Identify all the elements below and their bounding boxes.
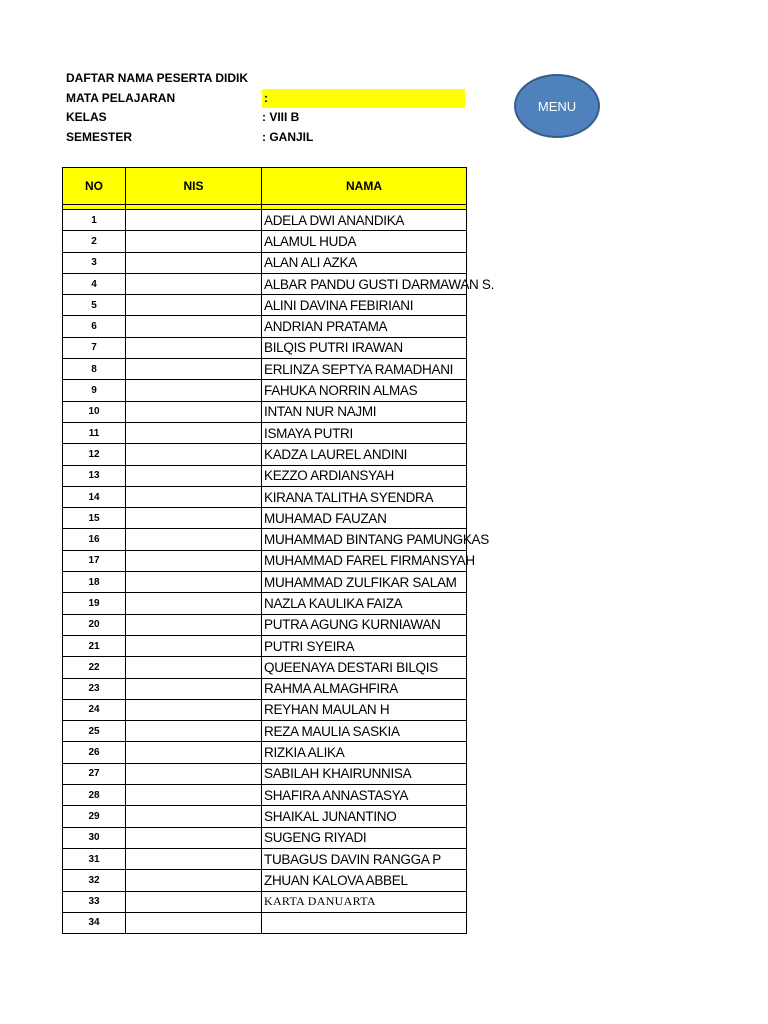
row-nis-cell[interactable] — [126, 210, 262, 231]
row-nis-cell[interactable] — [126, 785, 262, 806]
row-nis-cell[interactable] — [126, 593, 262, 614]
row-no-cell[interactable]: 23 — [63, 678, 126, 699]
row-no-cell[interactable]: 26 — [63, 742, 126, 763]
row-no-cell[interactable]: 15 — [63, 508, 126, 529]
table-row — [63, 444, 467, 465]
table-row — [63, 891, 467, 912]
table-row — [63, 359, 467, 380]
row-nis-cell[interactable] — [126, 742, 262, 763]
row-no-cell[interactable]: 25 — [63, 721, 126, 742]
kelas-label: KELAS — [66, 110, 107, 124]
column-header-nis: NIS — [126, 168, 262, 205]
table-row — [63, 635, 467, 656]
row-no-cell[interactable]: 32 — [63, 870, 126, 891]
table-row — [63, 231, 467, 252]
row-no-cell[interactable]: 13 — [63, 465, 126, 486]
row-nis-cell[interactable] — [126, 444, 262, 465]
row-nama-cell[interactable]: MUHAMMAD ZULFIKAR SALAM — [262, 572, 467, 593]
row-nama-cell[interactable]: NAZLA KAULIKA FAIZA — [262, 593, 467, 614]
row-no-cell[interactable]: 17 — [63, 550, 126, 571]
column-header-nama: NAMA — [262, 168, 467, 205]
kelas-value: : VIII B — [262, 110, 300, 124]
table-row — [63, 678, 467, 699]
table-row — [63, 742, 467, 763]
row-nis-cell[interactable] — [126, 486, 262, 507]
column-header-no: NO — [63, 168, 126, 205]
row-no-cell[interactable]: 1 — [63, 210, 126, 231]
table-row — [63, 870, 467, 891]
table-row — [63, 401, 467, 422]
row-no-cell[interactable]: 22 — [63, 657, 126, 678]
table-row — [63, 422, 467, 443]
table-row — [63, 337, 467, 358]
table-row — [63, 763, 467, 784]
row-nama-cell[interactable]: SHAFIRA ANNASTASYA — [262, 785, 467, 806]
row-nama-cell[interactable]: TUBAGUS DAVIN RANGGA P — [262, 848, 467, 869]
row-nis-cell[interactable] — [126, 699, 262, 720]
row-nis-cell[interactable] — [126, 657, 262, 678]
table-body — [63, 210, 495, 934]
row-nis-cell[interactable] — [126, 635, 262, 656]
row-nis-cell[interactable] — [126, 550, 262, 571]
student-table — [62, 167, 495, 934]
row-nama-cell[interactable]: ANDRIAN PRATAMA — [262, 316, 467, 337]
row-nama-cell[interactable]: ALAMUL HUDA — [262, 231, 467, 252]
row-nis-cell[interactable] — [126, 848, 262, 869]
row-no-cell[interactable]: 31 — [63, 848, 126, 869]
table-row — [63, 806, 467, 827]
table-row — [63, 252, 467, 273]
row-nama-cell[interactable]: MUHAMMAD BINTANG PAMUNGKAS — [262, 529, 467, 550]
row-nis-cell[interactable] — [126, 721, 262, 742]
row-nama-cell[interactable]: INTAN NUR NAJMI — [262, 401, 467, 422]
table-row — [63, 699, 467, 720]
row-nis-cell[interactable] — [126, 870, 262, 891]
row-nis-cell[interactable] — [126, 359, 262, 380]
row-no-cell[interactable]: 29 — [63, 806, 126, 827]
table-row — [63, 508, 467, 529]
row-no-cell[interactable]: 5 — [63, 295, 126, 316]
row-nis-cell[interactable] — [126, 465, 262, 486]
row-no-cell[interactable]: 10 — [63, 401, 126, 422]
table-row — [63, 316, 467, 337]
table-row — [63, 572, 467, 593]
row-nis-cell[interactable] — [126, 891, 262, 912]
row-nama-cell[interactable]: ZHUAN KALOVA ABBEL — [262, 870, 467, 891]
row-no-cell[interactable]: 20 — [63, 614, 126, 635]
row-nama-cell[interactable]: SUGENG RIYADI — [262, 827, 467, 848]
row-nama-cell[interactable]: MUHAMMAD FAREL FIRMANSYAH — [262, 550, 467, 571]
row-no-cell[interactable]: 28 — [63, 785, 126, 806]
table-row — [63, 465, 467, 486]
row-no-cell[interactable]: 19 — [63, 593, 126, 614]
row-no-cell[interactable]: 8 — [63, 359, 126, 380]
table-row — [63, 721, 467, 742]
table-row — [63, 593, 467, 614]
row-nis-cell[interactable] — [126, 422, 262, 443]
row-nama-cell[interactable]: KIRANA TALITHA SYENDRA — [262, 486, 467, 507]
mata-pelajaran-value[interactable]: : — [262, 89, 465, 108]
row-no-cell[interactable]: 34 — [63, 912, 126, 933]
row-nama-cell[interactable] — [262, 912, 467, 933]
table-row — [63, 210, 467, 231]
row-no-cell[interactable]: 24 — [63, 699, 126, 720]
row-nis-cell[interactable] — [126, 273, 262, 294]
row-nis-cell[interactable] — [126, 827, 262, 848]
row-nama-cell[interactable]: REYHAN MAULAN H — [262, 699, 467, 720]
row-no-cell[interactable]: 9 — [63, 380, 126, 401]
row-no-cell[interactable]: 3 — [63, 252, 126, 273]
semester-label: SEMESTER — [66, 130, 133, 144]
row-no-cell[interactable]: 14 — [63, 486, 126, 507]
row-nama-cell[interactable]: KARTA DANUARTA — [262, 891, 467, 912]
row-no-cell[interactable]: 30 — [63, 827, 126, 848]
row-no-cell[interactable]: 4 — [63, 273, 126, 294]
row-no-cell[interactable]: 2 — [63, 231, 126, 252]
row-no-cell[interactable]: 11 — [63, 422, 126, 443]
row-nis-cell[interactable] — [126, 806, 262, 827]
row-nama-cell[interactable]: BILQIS PUTRI IRAWAN — [262, 337, 467, 358]
row-nama-cell[interactable]: ALBAR PANDU GUSTI DARMAWAN S. — [262, 273, 467, 294]
row-no-cell[interactable]: 18 — [63, 572, 126, 593]
row-no-cell[interactable]: 27 — [63, 763, 126, 784]
table-row — [63, 657, 467, 678]
row-nis-cell[interactable] — [126, 678, 262, 699]
row-nis-cell[interactable] — [126, 295, 262, 316]
row-nama-cell[interactable]: RAHMA ALMAGHFIRA — [262, 678, 467, 699]
table-row — [63, 529, 467, 550]
row-nama-cell[interactable]: SABILAH KHAIRUNNISA — [262, 763, 467, 784]
table-row — [63, 486, 467, 507]
row-nama-cell[interactable]: RIZKIA ALIKA — [262, 742, 467, 763]
row-nama-cell[interactable]: ALAN ALI AZKA — [262, 252, 467, 273]
table-row — [63, 273, 467, 294]
row-nis-cell[interactable] — [126, 316, 262, 337]
row-nama-cell[interactable]: SHAIKAL JUNANTINO — [262, 806, 467, 827]
row-no-cell[interactable]: 12 — [63, 444, 126, 465]
row-nis-cell[interactable] — [126, 614, 262, 635]
table-row — [63, 785, 467, 806]
row-nama-cell[interactable]: PUTRI SYEIRA — [262, 635, 467, 656]
table-row — [63, 848, 467, 869]
row-nama-cell[interactable]: KADZA LAUREL ANDINI — [262, 444, 467, 465]
row-no-cell[interactable]: 6 — [63, 316, 126, 337]
row-nama-cell[interactable]: ADELA DWI ANANDIKA — [262, 210, 467, 231]
table-row — [63, 614, 467, 635]
row-nis-cell[interactable] — [126, 508, 262, 529]
document-title: DAFTAR NAMA PESERTA DIDIK — [66, 71, 248, 85]
table-row — [63, 550, 467, 571]
row-no-cell[interactable]: 33 — [63, 891, 126, 912]
row-nis-cell[interactable] — [126, 252, 262, 273]
row-nis-cell[interactable] — [126, 380, 262, 401]
row-no-cell[interactable]: 16 — [63, 529, 126, 550]
row-nama-cell[interactable]: FAHUKA NORRIN ALMAS — [262, 380, 467, 401]
row-nis-cell[interactable] — [126, 912, 262, 933]
mata-pelajaran-label: MATA PELAJARAN — [66, 91, 176, 105]
table-row — [63, 827, 467, 848]
table-row — [63, 380, 467, 401]
row-nama-cell[interactable]: ALINI DAVINA FEBIRIANI — [262, 295, 467, 316]
semester-value: : GANJIL — [262, 130, 314, 144]
row-nis-cell[interactable] — [126, 529, 262, 550]
row-nama-cell[interactable]: QUEENAYA DESTARI BILQIS — [262, 657, 467, 678]
row-nama-cell[interactable]: REZA MAULIA SASKIA — [262, 721, 467, 742]
table-header-row — [63, 168, 467, 205]
menu-button[interactable]: MENU — [514, 74, 600, 138]
row-nama-cell[interactable]: MUHAMAD FAUZAN — [262, 508, 467, 529]
row-no-cell[interactable]: 7 — [63, 337, 126, 358]
row-nis-cell[interactable] — [126, 763, 262, 784]
row-nis-cell[interactable] — [126, 337, 262, 358]
row-nama-cell[interactable]: KEZZO ARDIANSYAH — [262, 465, 467, 486]
row-nama-cell[interactable]: PUTRA AGUNG KURNIAWAN — [262, 614, 467, 635]
table-row — [63, 912, 467, 933]
row-nis-cell[interactable] — [126, 231, 262, 252]
row-no-cell[interactable]: 21 — [63, 635, 126, 656]
table-row — [63, 295, 467, 316]
row-nama-cell[interactable]: ISMAYA PUTRI — [262, 422, 467, 443]
row-nama-cell[interactable]: ERLINZA SEPTYA RAMADHANI — [262, 359, 467, 380]
row-nis-cell[interactable] — [126, 401, 262, 422]
row-nis-cell[interactable] — [126, 572, 262, 593]
